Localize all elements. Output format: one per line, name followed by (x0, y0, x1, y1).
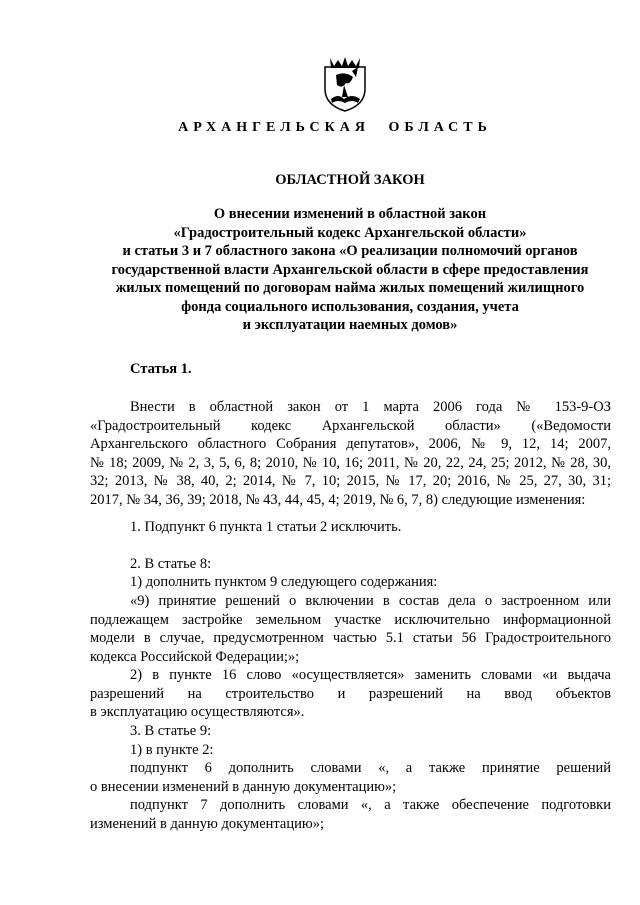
region-name: АРХАНГЕЛЬСКАЯ ОБЛАСТЬ (178, 120, 492, 135)
title-line: О внесении изменений в областной закон (213, 206, 487, 222)
item-1: 1. Подпункт 6 пункта 1 статьи 2 исключить. (130, 519, 402, 535)
item-3-sub-1: 1) в пункте 2: (130, 742, 214, 758)
text-line: № 18; 2009, № 2, 3, 5, 6, 8; 2010, № 10, 16; 2011, № 20, 22, 24, 25; 2012, № 28, 30, (90, 454, 611, 471)
text-line: подпункт 7 дополнить словами «, а также обеспечение подготовки (130, 797, 611, 813)
item-2-sub-2 (90, 666, 611, 722)
text-line: 32; 2013, № 38, 40, 2; 2014, № 7, 10; 2015, № 17, 20; 2016, № 25, 27, 30, 31; (90, 473, 611, 489)
text-line: разрешений на строительство и разрешений на ввод объектов (90, 685, 611, 702)
text-line: подлежащем застройке земельном участке исключительно информационной (90, 611, 611, 628)
item-2-quote (90, 592, 611, 666)
text-line: Внести в областной закон от 1 марта 2006 года № 153-9-ОЗ (130, 399, 611, 415)
text-line: 2017, № 34, 36, 39; 2018, № 43, 44, 45, 4; 2019, № 6, 7, 8) следующие изменения: (90, 491, 586, 508)
law-title (90, 205, 610, 335)
text-line: изменений в данную документацию»; (90, 815, 324, 832)
text-line: Архангельского областного Собрания депутатов», 2006, № 9, 12, 14; 2007, (90, 436, 611, 452)
item-2-heading: 2. В статье 8: (130, 556, 212, 572)
text-line: модели в случае, предусмотренном частью 5.1 статьи 56 Градостроительного (90, 630, 611, 646)
title-line: и эксплуатации наемных домов» (242, 317, 458, 333)
text-line: о внесении изменений в данную документацию»; (90, 778, 397, 795)
article-intro (90, 398, 611, 509)
coat-of-arms-emblem (322, 55, 368, 113)
title-line: государственной власти Архангельской области в сфере предоставления (111, 261, 589, 278)
title-line: фонда социального использования, создания, учета (181, 298, 519, 315)
item-2-sub-1: 1) дополнить пунктом 9 следующего содержания: (130, 574, 438, 590)
text-line: кодекса Российской Федерации;»; (90, 648, 300, 665)
item-3-heading: 3. В статье 9: (130, 723, 212, 739)
item-3-subpoint-7 (90, 796, 611, 833)
text-line: в эксплуатацию осуществляются». (90, 704, 305, 720)
title-line: жилых помещений по договорам найма жилых помещений жилищного (115, 280, 585, 296)
item-3-subpoint-6 (90, 759, 611, 796)
text-line: «Градостроительный кодекс Архангельской области» («Ведомости (90, 417, 611, 434)
text-line: «9) принятие решений о включении в состав дела о застроенном или (130, 593, 611, 609)
text-line: 2) в пункте 16 слово «осуществляется» заменить словами «и выдача (130, 667, 611, 683)
document-type: ОБЛАСТНОЙ ЗАКОН (275, 172, 425, 188)
article-heading: Статья 1. (130, 361, 192, 377)
title-line: и статьи 3 и 7 областного закона «О реализации полномочий органов (122, 243, 578, 259)
title-line: «Градостроительный кодекс Архангельской области» (173, 224, 527, 241)
text-line: подпункт 6 дополнить словами «, а также принятие решений (130, 760, 611, 776)
